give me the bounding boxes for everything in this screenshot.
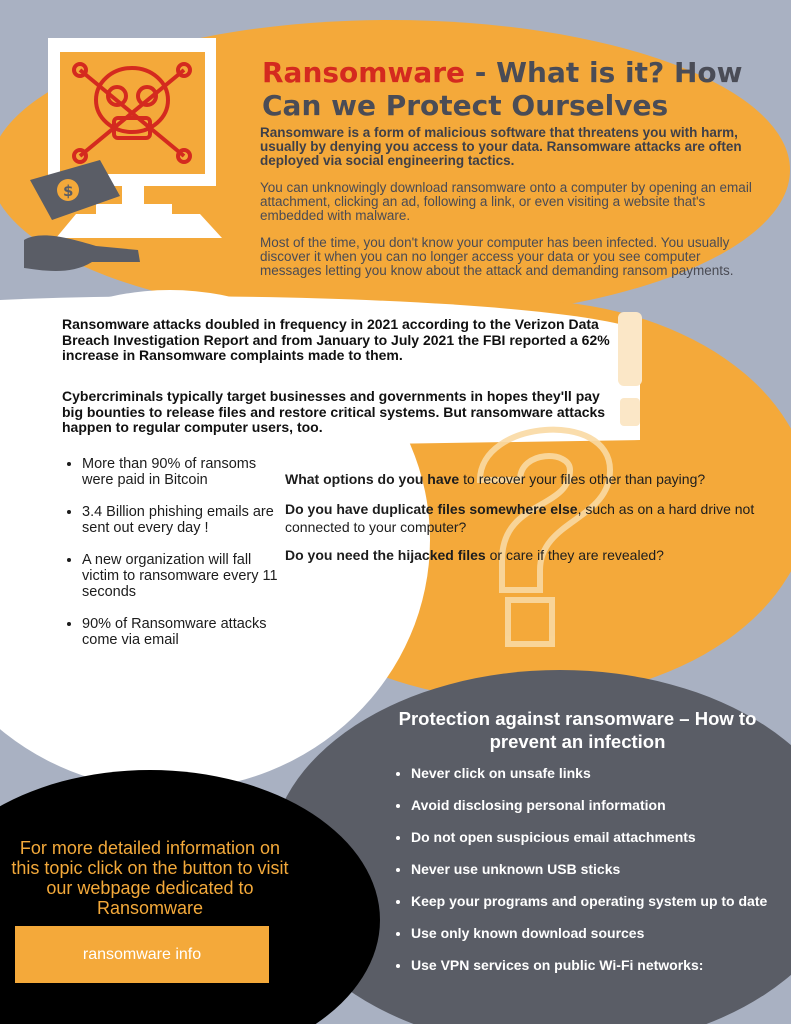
- list-item: • Never use unknown USB sticks: [411, 861, 791, 878]
- list-item: • Avoid disclosing personal information: [411, 797, 791, 814]
- protection-list: [393, 765, 791, 989]
- list-item: • Keep your programs and operating system up to date: [411, 893, 791, 910]
- list-item: • Use only known download sources: [411, 925, 791, 942]
- question-options: What options do you have to recover your files other than paying?: [285, 471, 706, 487]
- paragraph-discovery: Most of the time, you don't know your computer has been infected. You usually discover it when you can no longer access your data or you see computer messages letting you know about the attack and demanding ransom payments.: [260, 235, 734, 278]
- stat-frequency: Ransomware attacks doubled in frequency in 2021 according to the Verizon Data Breach Investigation Report and from January to July 2021 the FBI reported a 62% increase in Ransomware complaints made to them.: [62, 316, 610, 363]
- paragraph-download: You can unknowingly download ransomware onto a computer by opening an email attachment, clicking an ad, following a link, or even visiting a website that's embedded with malware.: [260, 180, 752, 223]
- question-hijacked: Do you need the hijacked files or care if they are revealed?: [285, 547, 664, 563]
- list-item: • 3.4 Billion phishing emails are sent out every day !: [82, 504, 282, 536]
- list-item: • Never click on unsafe links: [411, 765, 791, 782]
- page-title: Ransomware - What is it? How Can we Protect Ourselves: [262, 56, 743, 122]
- list-item: • A new organization will fall victim to ransomware every 11 seconds: [82, 552, 282, 600]
- stat-targets: Cybercriminals typically target businesses and governments in hopes they'll pay big bounties to release files and restore critical systems. But ransomware attacks happen to regular computer users, too.: [62, 388, 606, 435]
- list-item: • Do not open suspicious email attachments: [411, 829, 791, 846]
- question-duplicates: Do you have duplicate files somewhere else, such as on a hard drive not connected to your computer?: [285, 501, 755, 535]
- svg-text:$: $: [63, 182, 74, 200]
- list-item: • More than 90% of ransoms were paid in Bitcoin: [82, 456, 282, 488]
- facts-list: [62, 456, 282, 664]
- ransomware-info-button[interactable]: ransomware info: [15, 926, 269, 983]
- list-item: • 90% of Ransomware attacks come via email: [82, 616, 282, 648]
- intro-text: Ransomware is a form of malicious software that threatens you with harm, usually by denying you access to your data. Ransomware attacks are often deployed via social engineering tactics.: [260, 125, 742, 168]
- protection-title: Protection against ransomware – How to prevent an infection: [398, 708, 757, 752]
- list-item: • Use VPN services on public Wi-Fi networks:: [411, 957, 791, 974]
- more-info-text: For more detailed information on this topic click on the button to visit our webpage dedicated to Ransomware: [11, 838, 289, 918]
